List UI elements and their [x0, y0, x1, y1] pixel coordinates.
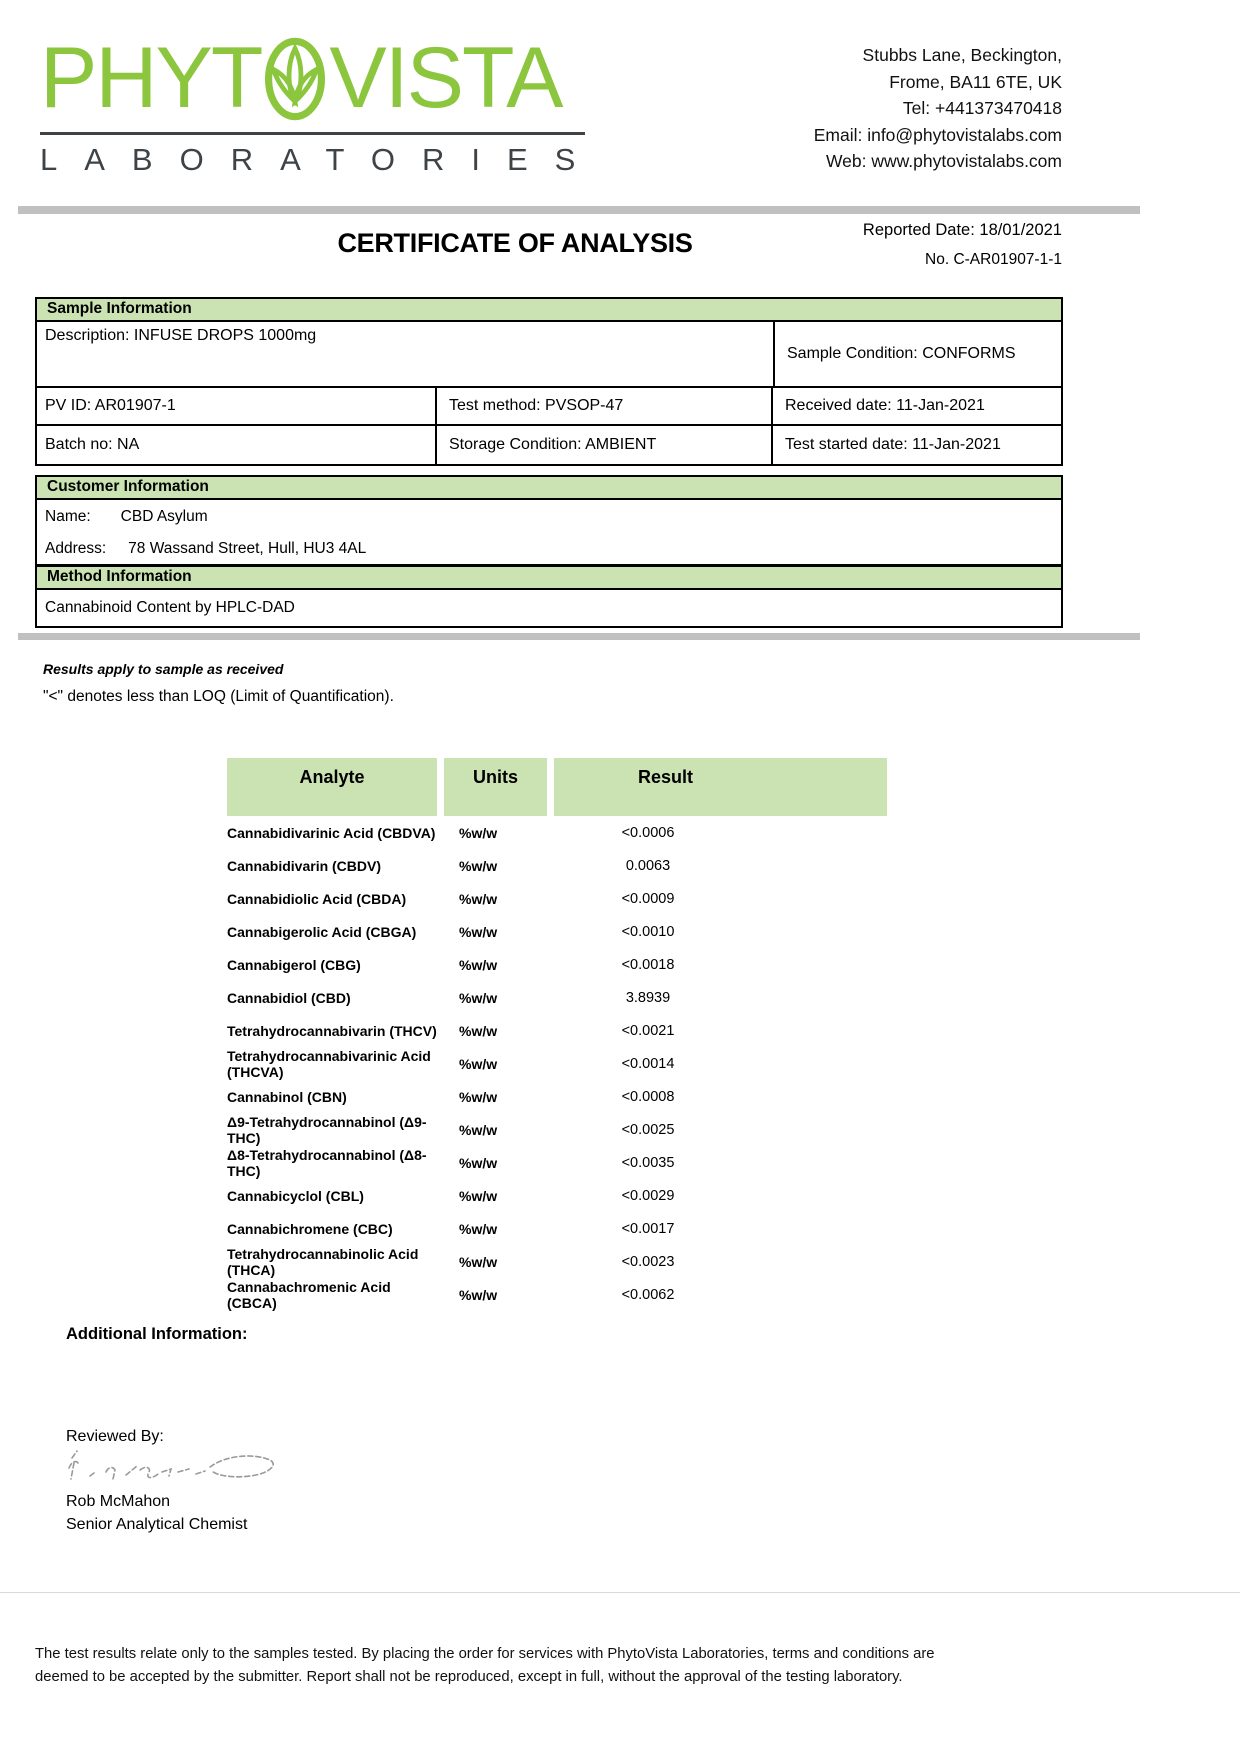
- result-column-header: Result: [554, 758, 887, 816]
- table-row: [227, 1146, 887, 1179]
- analyte-cell: Cannabidiol (CBD): [227, 989, 351, 1006]
- table-row: [227, 981, 887, 1014]
- result-cell: 3.8939: [625, 989, 671, 1006]
- analyte-cell: Cannabachromenic Acid (CBCA): [227, 1278, 391, 1311]
- logo-subtitle: LABORATORIES: [40, 142, 603, 177]
- results-table-header: [227, 758, 887, 816]
- customer-details: [37, 500, 1061, 564]
- table-row: [227, 915, 887, 948]
- signer-block: [66, 1490, 247, 1536]
- table-row: [227, 948, 887, 981]
- table-row: [227, 882, 887, 915]
- units-cell: %w/w: [459, 1286, 498, 1303]
- table-row: [37, 322, 1061, 388]
- units-cell: %w/w: [459, 1154, 498, 1171]
- contact-line: Web: www.phytovistalabs.com: [825, 151, 1062, 171]
- reviewer-title: Senior Analytical Chemist: [66, 1516, 248, 1533]
- result-cell: <0.0035: [621, 1154, 675, 1171]
- customer-address-label: Address:: [45, 540, 107, 557]
- table-row: [227, 1047, 887, 1080]
- analyte-cell: Δ8-Tetrahydrocannabinol (Δ8-THC): [227, 1146, 427, 1179]
- analyte-cell: Cannabidivarinic Acid (CBDVA): [227, 824, 436, 841]
- units-cell: %w/w: [459, 1088, 498, 1105]
- table-row: [227, 816, 887, 849]
- sample-condition-cell: Sample Condition: CONFORMS: [787, 345, 1016, 362]
- result-cell: <0.0062: [621, 1286, 675, 1303]
- table-row: [227, 1014, 887, 1047]
- units-cell: %w/w: [459, 1253, 498, 1270]
- storage-condition-cell: Storage Condition: AMBIENT: [437, 426, 773, 464]
- logo-text-left: PHYT: [40, 30, 262, 126]
- units-cell: %w/w: [459, 1055, 498, 1072]
- analyte-cell: Tetrahydrocannabivarinic Acid (THCVA): [227, 1047, 431, 1080]
- table-row: [37, 426, 1061, 464]
- units-cell: %w/w: [459, 890, 498, 907]
- customer-name-value: CBD Asylum: [120, 508, 208, 525]
- units-cell: %w/w: [459, 1187, 498, 1204]
- logo-text-right: VISTA: [329, 30, 562, 126]
- table-row: [227, 1080, 887, 1113]
- customer-name-line: [45, 508, 1061, 526]
- description-cell: Description: INFUSE DROPS 1000mg: [37, 322, 775, 386]
- logo-divider: [40, 132, 585, 135]
- analyte-cell: Cannabicyclol (CBL): [227, 1187, 364, 1204]
- customer-information-section: [35, 475, 1063, 566]
- units-cell: %w/w: [459, 857, 498, 874]
- method-name: Cannabinoid Content by HPLC-DAD: [45, 599, 295, 616]
- pv-id-cell: PV ID: AR01907-1: [37, 388, 437, 424]
- result-cell: 0.0063: [625, 857, 671, 874]
- table-row: [227, 1113, 887, 1146]
- analyte-cell: Cannabinol (CBN): [227, 1088, 347, 1105]
- analyte-cell: Cannabigerol (CBG): [227, 956, 361, 973]
- analyte-cell: Cannabigerolic Acid (CBGA): [227, 923, 417, 940]
- table-row: [227, 1212, 887, 1245]
- units-cell: %w/w: [459, 923, 498, 940]
- result-cell: <0.0023: [621, 1253, 675, 1270]
- analyte-cell: Cannabidivarin (CBDV): [227, 857, 382, 874]
- units-cell: %w/w: [459, 1022, 498, 1039]
- footer-disclaimer: [35, 1643, 1210, 1688]
- table-row: [227, 1245, 887, 1278]
- analyte-column-header: Analyte: [227, 758, 437, 816]
- contact-line: Stubbs Lane, Beckington,: [862, 45, 1062, 65]
- footer-line-2: deemed to be accepted by the submitter. Report shall not be reproduced, except in full, without the approval of the testing laboratory.: [35, 1668, 903, 1685]
- customer-name-label: Name:: [45, 508, 91, 525]
- reviewed-by-label: Reviewed By:: [66, 1428, 164, 1445]
- customer-address-value: 78 Wassand Street, Hull, HU3 4AL: [128, 540, 367, 557]
- table-row: [227, 1179, 887, 1212]
- units-cell: %w/w: [459, 1220, 498, 1237]
- units-cell: %w/w: [459, 824, 498, 841]
- reviewer-name: Rob McMahon: [66, 1493, 171, 1510]
- section-divider-bar: [18, 633, 1140, 640]
- footer-line-1: The test results relate only to the samples tested. By placing the order for services with PhytoVista Laboratories, terms and conditions are: [35, 1646, 935, 1662]
- sample-information-section: [35, 297, 1063, 466]
- result-cell: <0.0021: [621, 1022, 675, 1039]
- test-method-cell: Test method: PVSOP-47: [437, 388, 773, 424]
- result-cell: <0.0018: [621, 956, 675, 973]
- leaf-icon: [263, 35, 327, 128]
- customer-address-line: [45, 540, 1061, 558]
- table-row: [37, 388, 1061, 426]
- result-cell: <0.0008: [621, 1088, 675, 1105]
- certificate-number: No. C-AR01907-1-1: [925, 251, 1062, 268]
- result-cell: <0.0009: [621, 890, 675, 907]
- additional-information-heading: Additional Information:: [66, 1325, 248, 1343]
- company-logo: [40, 26, 603, 178]
- table-row: [227, 849, 887, 882]
- received-date-cell: Received date: 11-Jan-2021: [785, 397, 985, 414]
- header-divider-bar: [18, 206, 1140, 214]
- test-started-date-cell: Test started date: 11-Jan-2021: [785, 436, 1001, 453]
- analyte-cell: Cannabidiolic Acid (CBDA): [227, 890, 407, 907]
- footer-divider: [0, 1592, 1240, 1593]
- units-cell: %w/w: [459, 989, 498, 1006]
- batch-no-cell: Batch no: NA: [37, 426, 437, 464]
- results-table: [227, 758, 887, 1311]
- analyte-cell: Tetrahydrocannabinolic Acid (THCA): [227, 1245, 419, 1278]
- contact-line: Tel: +441373470418: [902, 98, 1062, 118]
- units-column-header: Units: [444, 758, 547, 816]
- result-cell: <0.0014: [621, 1055, 675, 1072]
- analyte-cell: Cannabichromene (CBC): [227, 1220, 393, 1237]
- method-information-header: Method Information: [37, 567, 1061, 590]
- report-meta: [863, 216, 1062, 274]
- analyte-cell: Δ9-Tetrahydrocannabinol (Δ9-THC): [227, 1113, 427, 1146]
- sample-information-header: Sample Information: [37, 299, 1061, 322]
- table-row: [227, 1278, 887, 1311]
- units-cell: %w/w: [459, 956, 498, 973]
- result-cell: <0.0025: [621, 1121, 675, 1138]
- reported-date: Reported Date: 18/01/2021: [862, 221, 1062, 239]
- results-table-body: [227, 816, 887, 1311]
- contact-line: Email: info@phytovistalabs.com: [813, 124, 1062, 145]
- result-cell: <0.0029: [621, 1187, 675, 1204]
- page-title: CERTIFICATE OF ANALYSIS: [337, 228, 693, 258]
- analyte-cell: Tetrahydrocannabivarin (THCV): [227, 1022, 437, 1039]
- customer-information-header: Customer Information: [37, 477, 1061, 500]
- result-cell: <0.0006: [621, 824, 675, 841]
- result-cell: <0.0017: [621, 1220, 675, 1237]
- logo-wordmark: [40, 26, 588, 130]
- method-information-section: [35, 565, 1063, 628]
- contact-block: [814, 42, 1062, 175]
- result-cell: <0.0010: [621, 923, 675, 940]
- units-cell: %w/w: [459, 1121, 498, 1138]
- contact-line: Frome, BA11 6TE, UK: [889, 71, 1062, 92]
- results-basis-note: Results apply to sample as received: [43, 661, 284, 677]
- loq-note: "<" denotes less than LOQ (Limit of Quantification).: [43, 688, 394, 705]
